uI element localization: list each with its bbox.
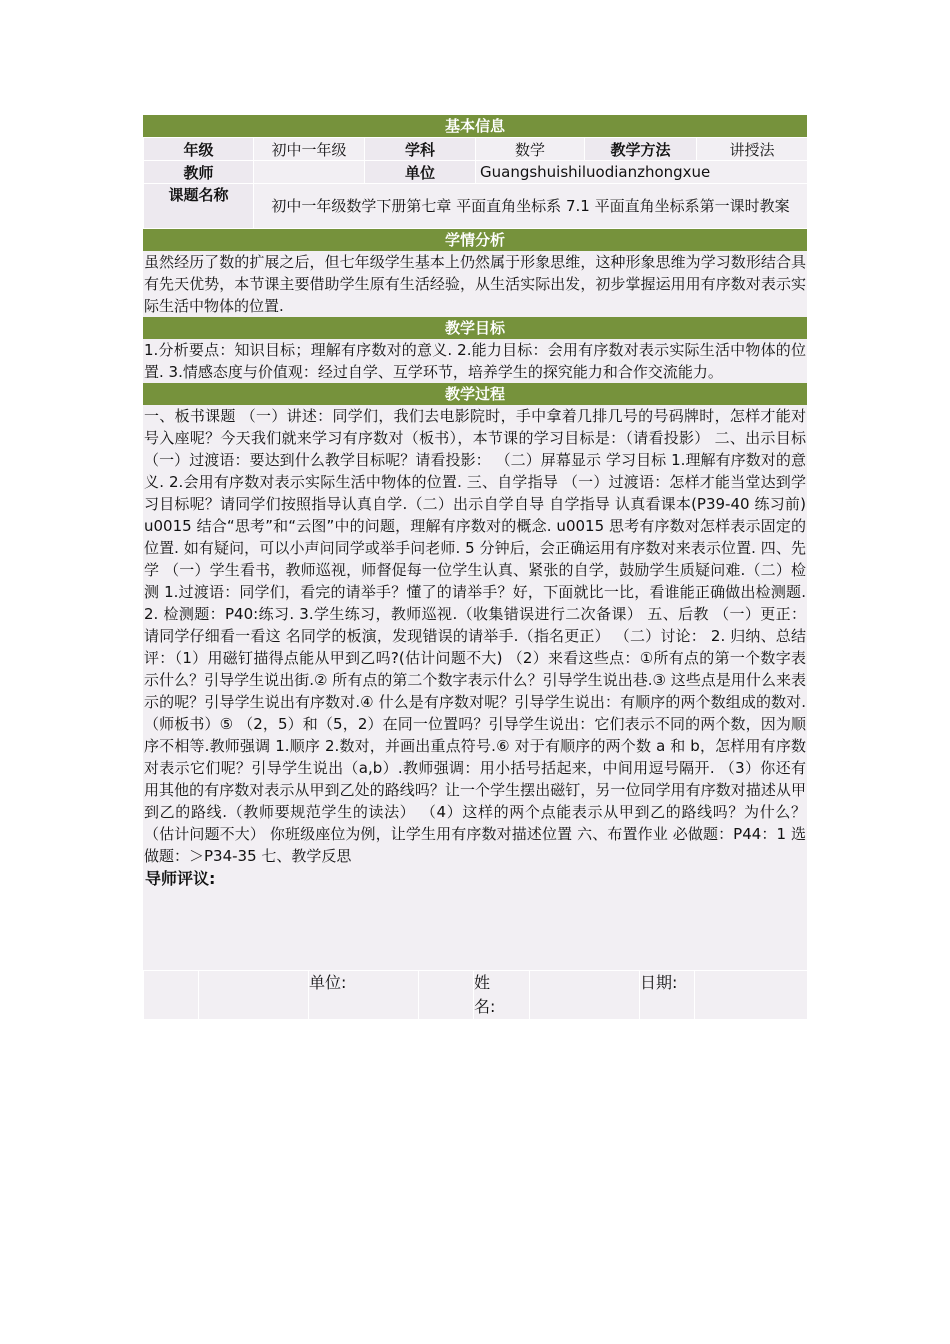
sig-cell bbox=[530, 971, 640, 1020]
info-row-3 bbox=[144, 184, 808, 229]
method-value: 讲授法 bbox=[697, 138, 808, 161]
method-label: 教学方法 bbox=[585, 138, 697, 161]
sig-name-label bbox=[474, 971, 530, 1020]
section-header-process: 教学过程 bbox=[143, 383, 807, 405]
signature-table bbox=[143, 970, 808, 1020]
sig-cell bbox=[144, 971, 199, 1020]
grade-value: 初中一年级 bbox=[254, 138, 365, 161]
sig-cell bbox=[199, 971, 309, 1020]
signature-row bbox=[144, 971, 808, 1020]
section-header-goals: 教学目标 bbox=[143, 317, 807, 339]
teacher-label: 教师 bbox=[144, 161, 254, 184]
unit-label: 单位 bbox=[365, 161, 476, 184]
sig-cell bbox=[695, 971, 808, 1020]
subject-value: 数学 bbox=[476, 138, 585, 161]
basic-info-table bbox=[143, 137, 808, 229]
teacher-value bbox=[254, 161, 365, 184]
analysis-text: 虽然经历了数的扩展之后，但七年级学生基本上仍然属于形象思维，这种形象思维为学习数形结合具有先天优势，本节课主要借助学生原有生活经验，从生活实际出发，初步掌握运用用有序数对表示实际生活中物体的位置. bbox=[144, 253, 806, 315]
sig-cell bbox=[419, 971, 474, 1020]
info-row-1 bbox=[144, 138, 808, 161]
subject-label: 学科 bbox=[365, 138, 476, 161]
sig-name-text: 姓名: bbox=[474, 973, 496, 1016]
sig-date-label: 日期: bbox=[640, 971, 695, 1020]
evaluation-title: 导师评议: bbox=[145, 869, 216, 888]
topic-value: 初中一年级数学下册第七章 平面直角坐标系 7.1 平面直角坐标系第一课时教案 bbox=[254, 184, 808, 229]
sig-unit-label: 单位: bbox=[309, 971, 419, 1020]
info-row-2 bbox=[144, 161, 808, 184]
section-header-analysis: 学情分析 bbox=[143, 229, 807, 251]
topic-label: 课题名称 bbox=[144, 184, 254, 229]
grade-label: 年级 bbox=[144, 138, 254, 161]
unit-value: Guangshuishiluodianzhongxue bbox=[476, 161, 808, 184]
evaluation-space bbox=[143, 891, 807, 970]
evaluation-block bbox=[143, 867, 807, 970]
lesson-plan-sheet bbox=[143, 115, 807, 1020]
section-header-basic: 基本信息 bbox=[143, 115, 807, 137]
process-text: 一、板书课题 （一）讲述：同学们，我们去电影院时，手中拿着几排几号的号码牌时，怎样才能对号入座呢？今天我们就来学习有序数对（板书），本节课的学习目标是：（请看投影） 二、出示目标 （一）过渡语：要达到什么教学目标呢？请看投影： （二）屏幕显示 学习目标 1.理解有序数对的意义. 2.会用有序数对表示实际生活中物体的位置. 三、自学指导 （一）过渡语：怎样才能当堂达到学习目标呢？请同学们按照指导认真自学.（二）出示自学自导 自学指导 认真看课本(P39-40 练习前) u0015 结合“思考”和“云图”中的问题，理解有序数对的概念. u0015 思考有序数对怎样表示固定的位置. 如有疑问，可以小声问同学或举手问老师. 5 分钟后，会正确运用有序数对来表示位置. 四、先学 （一）学生看书，教师巡视，师督促每一位学生认真、紧张的自学，鼓励学生质疑问难.（二）检测 1.过渡语：同学们，看完的请举手？懂了的请举手？好，下面就比一比，看谁能正确做出检测题. 2. 检测题：P40:练习. 3.学生练习，教师巡视.（收集错误进行二次备课） 五、后教 （一）更正： 请同学仔细看一看这 名同学的板演，发现错误的请举手.（指名更正） （二）讨论： 2. 归纳、总结 评：（1）用磁钉描得点能从甲到乙吗?(估计问题不大) （2）来看这些点：①所有点的第一个数字表示什么？引导学生说出街.② 所有点的第二个数字表示什么？引导学生说出巷.③ 这些点是用什么来表示的呢？引导学生说出有序数对.④ 什么是有序数对呢？引导学生说出：有顺序的两个数组成的数对.（师板书）⑤ （2，5）和（5，2）在同一位置吗？引导学生说出：它们表示不同的两个数，因为顺序不相等.教师强调 1.顺序 2.数对，并画出重点符号.⑥ 对于有顺序的两个数 a 和 b，怎样用有序数对表示它们呢？引导学生说出（a,b）.教师强调：用小括号括起来，中间用逗号隔开. （3）你还有用其他的有序数对表示从甲到乙处的路线吗？让一个学生摆出磁钉，另一位同学用有序数对描述从甲到乙的路线.（教师要规范学生的读法） （4）这样的两个点能表示从甲到乙的路线吗？为什么？（估计问题不大） 你班级座位为例，让学生用有序数对描述位置 六、布置作业 必做题：P44：1 选做题：＞P34-35 七、教学反思 bbox=[144, 407, 807, 865]
goals-text: 1.分析要点：知识目标；理解有序数对的意义. 2.能力目标：会用有序数对表示实际生活中物体的位置. 3.情感态度与价值观：经过自学、互学环节，培养学生的探究能力和合作交流能力。 bbox=[144, 341, 806, 381]
